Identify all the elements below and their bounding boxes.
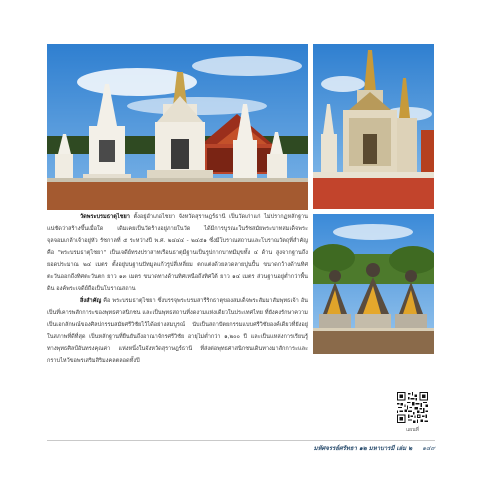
map-qr-code[interactable]: [397, 392, 428, 423]
article-paragraph-1: [47, 211, 308, 295]
qr-caption: แผนที่: [406, 427, 419, 433]
pagoda-photo: [313, 44, 434, 209]
article-paragraph-2: [47, 295, 308, 367]
buddha-statues-photo: [313, 214, 434, 354]
temple-courtyard-photo: [47, 44, 308, 210]
highlight-lead: สิ่งสำคัญ: [80, 298, 102, 304]
temple-name-lead: วัดพระบรมธาตุไชยา: [80, 214, 130, 220]
page-footer: [47, 440, 435, 455]
paragraph-2-text: คือ พระบรมธาตุไชยา ซึ่งบรรจุพระบรมสารีริกธาตุของสมเด็จพระสัมมาสัมพุทธเจ้า อันเป็นที่เคารพสักการะของพุทธศาสนิกชน และเป็นพุทธสถานที่งดงามแห่งเดียวในประเทศไทย ที่ยังคงรักษาความเป็นเอกลักษณ์ของศิลปกรรมสมัยศรีวิชัยไว้ได้อย่างสมบูรณ์ นับเป็นสถาปัตยกรรมแบบศรีวิชัยองค์เดียวที่ยังอยู่ในสภาพที่ดีที่สุด เป็นหลักฐานที่ยืนยันถึงอาณาจักรศรีวิชัย อายุไม่ต่ำกว่า ๑,๒๐๐ ปี และเป็นแหล่งการเรียนรู้ทางพุทธศิลป์อันทรงคุณค่า แห่งหนึ่งในจังหวัดสุราษฎร์ธานี ที่ส่งต่อพุทธศาสนิกชนเดินทางมาสักการะและกราบไหว้ขอพรเสริมสิริมงคลตลอดทั้งปี: [47, 298, 309, 364]
paragraph-1-text: ตั้งอยู่อำเภอไชยา จังหวัดสุราษฎร์ธานี เป็นวัดเก่าแก่ ไม่ปรากฏหลักฐานแน่ชัดว่าสร้างขึ้นเมื่อใด เดิมเคยเป็นวัดร้างอยู่ภายในวัด ได้มีการบูรณะในรัชสมัยพระบาทสมเด็จพระจุลจอมเกล้าเจ้าอยู่หัว รัชกาลที่ ๕ ระหว่างปี พ.ศ. ๒๔๔๔ - ๒๔๕๑ ซึ่งมีโบราณสถานและโบราณวัตถุที่สำคัญ คือ "พระบรมธาตุไชยา" เป็นเจดีย์ทรงปราสาทเรือนธาตุมีฐานเป็นรูปกากบาทมีมุขทั้ง ๔ ด้าน สูงจากฐานถึงยอดประมาณ ๒๔ เมตร ตั้งอยู่บนฐานปัทมูลแก้วรูปสี่เหลี่ยม ตกแต่งด้วยลวดลายปูนปั้น ขนาดกว้างด้านทิศตะวันออกถึงทิศตะวันตก ยาว ๑๓ เมตร ขนาดทางด้านทิศเหนือถึงทิศใต้ ยาว ๑๔ เมตร ส่วนฐานอยู่ต่ำกว่าพื้นดิน องค์พระเจดีย์ถือเป็นโบราณสถาน: [47, 214, 308, 292]
publication-title: มหัศจรรย์ศรัทธา ๑๒ มหาบารมี เล่ม ๒: [313, 445, 413, 452]
page-number: ๑๔๙: [422, 445, 435, 452]
article-body: [47, 211, 308, 367]
